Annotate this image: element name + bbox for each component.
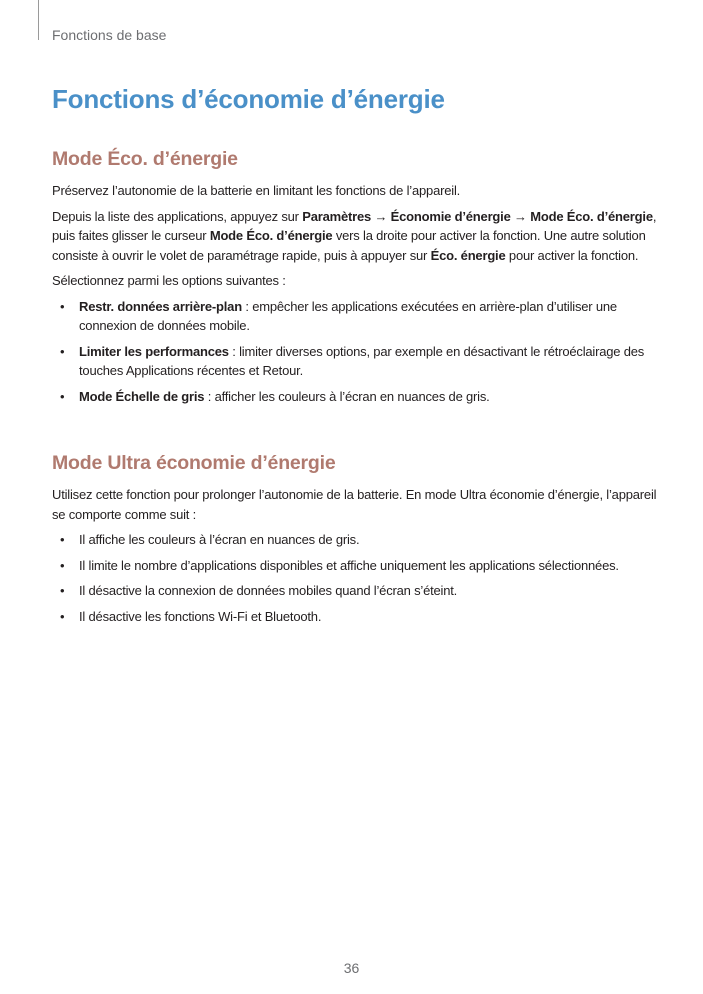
list-item: • Restr. données arrière-plan : empêcher les applications exécutées en arrière-plan d’utiliser une connexion de données mobile. [60,298,617,333]
bullet-icon: • [60,608,65,624]
quick-setting-name: Éco. énergie [430,247,506,263]
list-item: • Il affiche les couleurs à l’écran en nuances de gris. [52,530,662,550]
eco-intro-paragraph: Préservez l’autonomie de la batterie en limitant les fonctions de l’appareil. [52,183,461,198]
list-item: • Mode Échelle de gris : afficher les couleurs à l’écran en nuances de gris. [52,387,662,407]
bullet-icon: • [60,557,65,573]
bullet-icon: • [60,388,65,404]
running-header: Fonctions de base [52,27,167,43]
section-heading-ultra: Mode Ultra économie d’énergie [52,452,336,474]
section-ultra-mode [52,452,662,632]
bullet-icon: • [60,298,65,314]
eco-switch-name: Mode Éco. d’énergie [209,228,333,243]
list-item: • Il désactive les fonctions Wi-Fi et Bluetooth. [52,607,662,627]
header-rule [38,0,39,40]
page-number: 36 [343,960,360,976]
section-eco-mode [52,148,662,412]
bullet-icon: • [60,532,65,547]
eco-instructions-paragraph: Depuis la liste des applications, appuyez sur Paramètres → Économie d’énergie → Mode Éco. d’énergie, puis faites glisser le curseur Mode Éco. d’énergie vers la droite pour activer la fonction. Une autre solution consiste à ouvrir le volet de paramétrage rapide, puis à appuyer sur Éco. énergie pour activer la fonction. [52,208,657,263]
bullet-icon: • [60,343,65,359]
list-item: • Limiter les performances : limiter diverses options, par exemple en désactivant le rétroéclairage des touches Applications récentes et Retour. [60,343,645,378]
eco-options-intro: Sélectionnez parmi les options suivantes : [52,273,286,288]
eco-options-list [52,297,662,407]
list-item: • Il désactive la connexion de données mobiles quand l’écran s’éteint. [52,581,662,601]
page-title: Fonctions d’économie d’énergie [52,84,445,114]
bullet-icon: • [60,583,65,598]
section-heading-eco: Mode Éco. d’énergie [52,148,238,170]
ultra-intro-paragraph: Utilisez cette fonction pour prolonger l’autonomie de la batterie. En mode Ultra économie d’énergie, l’appareil se comporte comme suit : [52,487,657,522]
menu-path: Paramètres → Économie d’énergie → Mode Éco. d’énergie [302,208,653,224]
list-item: • Il limite le nombre d’applications disponibles et affiche uniquement les applications sélectionnées. [52,556,662,576]
ultra-behaviour-list [52,530,662,626]
